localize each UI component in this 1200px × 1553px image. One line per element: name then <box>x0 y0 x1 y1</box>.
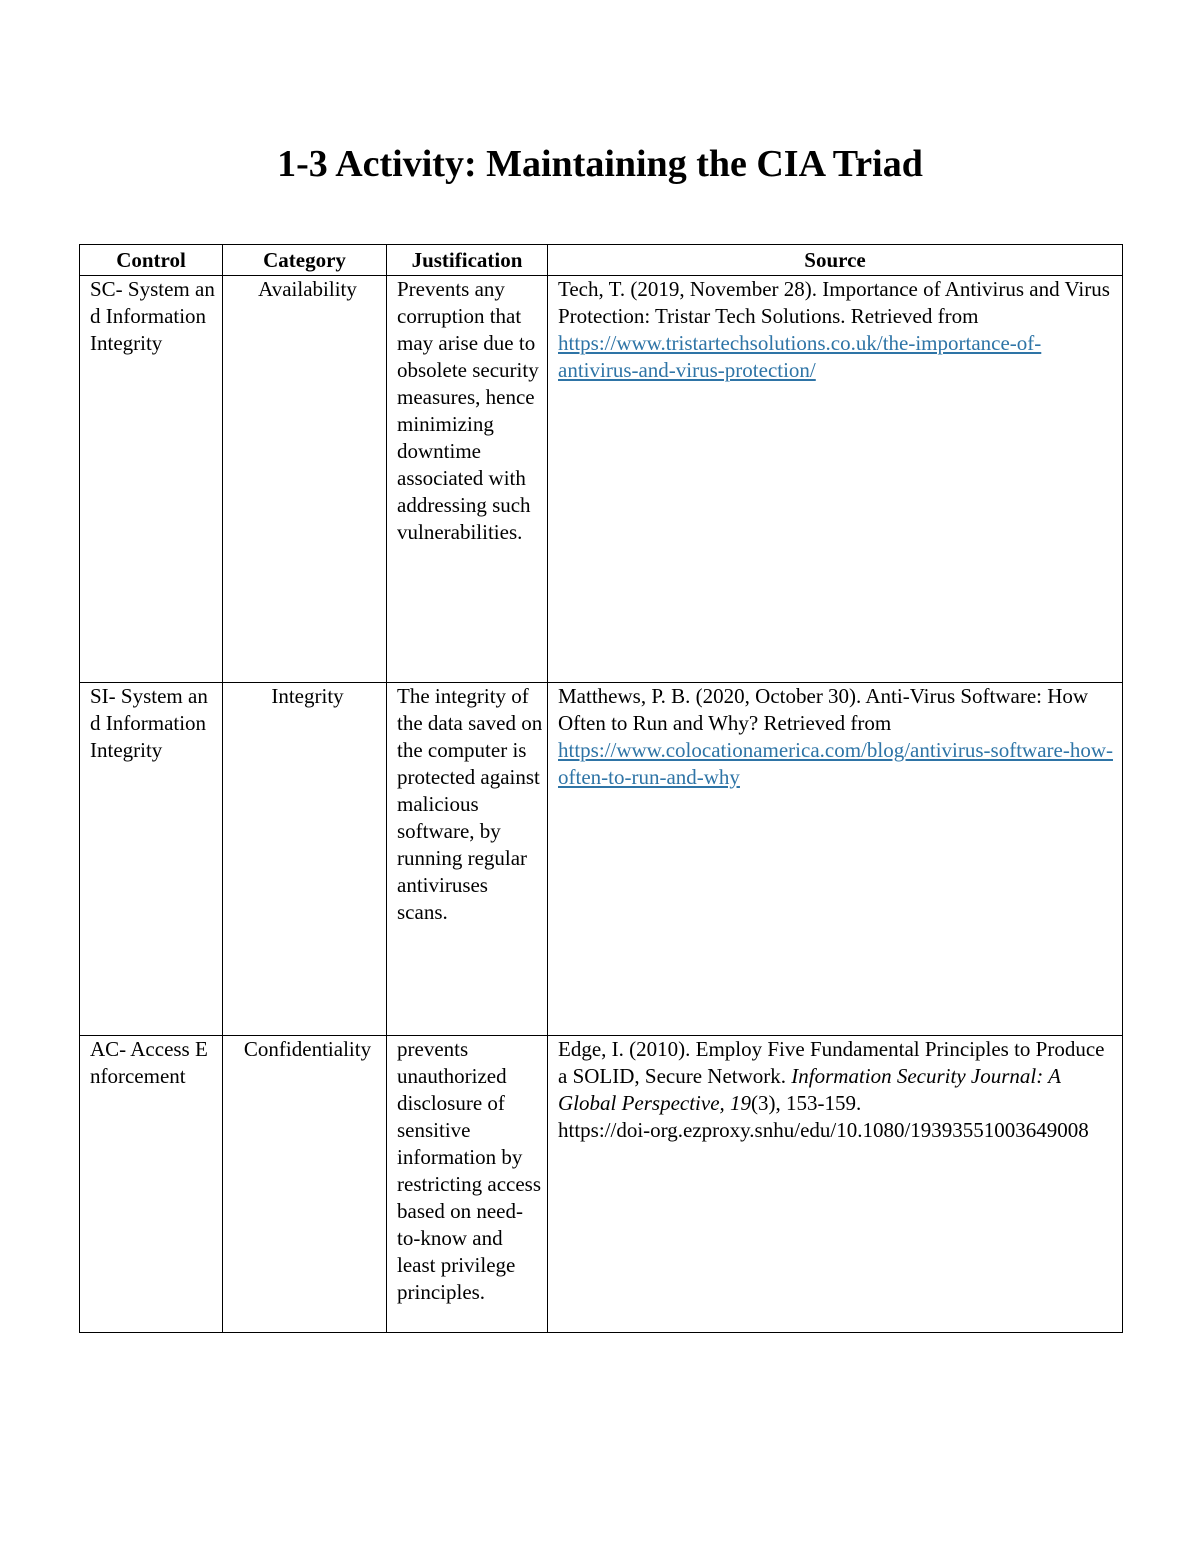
source-cell <box>548 683 1123 1036</box>
category-cell: Confidentiality <box>223 1036 387 1333</box>
category-cell: Integrity <box>223 683 387 1036</box>
control-text: SI- System and Information Integrity <box>90 684 208 762</box>
control-text: AC- Access Enforcement <box>90 1037 208 1088</box>
source-citation: Matthews, P. B. (2020, October 30). Anti-Virus Software: How Often to Run and Why? Retrieved from <box>558 684 1089 735</box>
control-cell <box>80 1036 223 1333</box>
justification-cell: The integrity of the data saved on the computer is protected against malicious software, by running regular antiviruses scans. <box>387 683 548 1036</box>
controls-table <box>79 244 1123 1333</box>
source-issue: (3), 153-159. <box>751 1091 862 1115</box>
table-row <box>80 683 1123 1036</box>
category-cell: Availability <box>223 276 387 683</box>
source-link[interactable]: https://www.tristartechsolutions.co.uk/the-importance-of-antivirus-and-virus-protection/ <box>558 331 1042 382</box>
source-journal: Information Security Journal: A Global Perspective, 19 <box>558 1064 1061 1115</box>
source-cell <box>548 276 1123 683</box>
source-cell <box>548 1036 1123 1333</box>
justification-cell: Prevents any corruption that may arise due to obsolete security measures, hence minimizing downtime associated with addressing such vulnerabilities. <box>387 276 548 683</box>
table-header-row <box>80 245 1123 276</box>
table-row <box>80 1036 1123 1333</box>
source-citation: Tech, T. (2019, November 28). Importance of Antivirus and Virus Protection: Tristar Tech Solutions. Retrieved from <box>558 277 1110 328</box>
table-row <box>80 276 1123 683</box>
control-cell <box>80 683 223 1036</box>
control-text: SC- System and Information Integrity <box>90 277 215 355</box>
header-justification: Justification <box>387 245 548 276</box>
header-control: Control <box>80 245 223 276</box>
control-cell <box>80 276 223 683</box>
page-title: 1-3 Activity: Maintaining the CIA Triad <box>277 143 923 185</box>
source-doi: https://doi-org.ezproxy.snhu/edu/10.1080/19393551003649008 <box>558 1118 1089 1142</box>
source-link[interactable]: https://www.colocationamerica.com/blog/antivirus-software-how-often-to-run-and-why <box>558 738 1113 789</box>
header-category: Category <box>223 245 387 276</box>
header-source: Source <box>548 245 1123 276</box>
source-citation: Edge, I. (2010). Employ Five Fundamental Principles to Produce a SOLID, Secure Network. <box>558 1037 1105 1088</box>
justification-cell: prevents unauthorized disclosure of sensitive information by restricting access based on need-to-know and least privilege principles. <box>387 1036 548 1333</box>
